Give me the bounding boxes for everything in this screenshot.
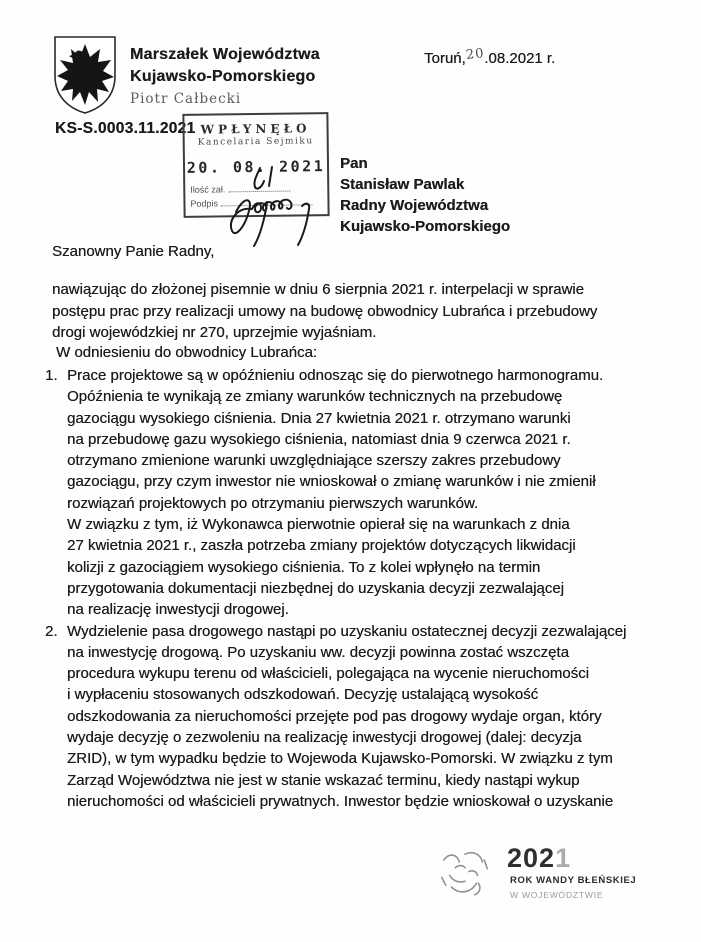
handwritten-day: 20	[464, 46, 485, 63]
stamp-attachments-field: Ilość zał.	[190, 181, 312, 196]
item-number: 2.	[45, 622, 58, 640]
place-label: Toruń,	[424, 50, 466, 67]
intro-paragraph: nawiązując do złożonej pisemnie w dniu 6 sierpnia 2021 r. interpelacji w sprawie postępu prac przy realizacji umowy na budowę obwodnicy Lubrańca i przebudowy drogi wojewódzkiej nr 270, uprzejmie wyjaśniam.	[52, 281, 598, 341]
footer-year	[507, 843, 571, 874]
footer-year-light: 1	[555, 843, 572, 873]
sender-title-line2: Kujawsko-Pomorskiego	[130, 68, 316, 85]
footer-sketch-icon	[436, 848, 494, 902]
list-item	[45, 365, 670, 621]
salutation: Szanowny Panie Radny,	[52, 243, 215, 260]
reference-number: KS-S.0003.11.2021	[55, 120, 196, 137]
footer-title: ROK WANDY BŁEŃSKIEJ	[510, 875, 637, 886]
item-text: Prace projektowe są w opóźnieniu odnosząc się do pierwotnego harmonogramu. Opóźnienia te wynikają ze zmiany warunków technicznych na przebudowę gazociągu wysokiego ciśnienia. Dnia 27 kwietnia 2021 r. otrzymano warunki na przebudowę gazu wysokiego ciśnienia, natomiast dnia 9 czerwca 2021 r. otrzymano zmienione warunki uwzględniające szerszy zakres przebudowy gazociągu, przy czym inwestor nie wnioskował o zmianę warunków i nie zmienił rozwiązań projektowych po otrzymaniu pierwszych warunków. W związku z tym, iż Wykonawca pierwotnie opierał się na warunkach z dnia 27 kwietnia 2021 r., zaszła potrzeba zmiany projektów dotyczących likwidacji kolizji z gazociągiem wysokiego ciśnienia. To z kolei wpłynęło na termin przygotowania dokumentacji niezbędnej do uzyskania decyzji zezwalającej na realizację inwestycji drogowej.	[67, 367, 604, 619]
numbered-list	[45, 365, 670, 812]
sender-title-line1: Marszałek Województwa	[130, 46, 320, 63]
stamp-office: Kancelaria Sejmiku	[197, 136, 314, 148]
recipient-block: Pan Stanisław Pawlak Radny Województwa Kujawsko-Pomorskiego	[340, 155, 511, 235]
dotted-line	[228, 183, 290, 193]
footer-subtitle: W WOJEWÓDZTWIE	[510, 890, 604, 900]
item-number: 1.	[45, 367, 58, 384]
footer-year-bold: 202	[507, 843, 556, 873]
place-date	[424, 46, 556, 67]
sender-name: Piotr Całbecki	[130, 91, 242, 107]
stamp-date: 20. 08. 2021	[186, 157, 326, 177]
date-rest: .08.2021 r.	[484, 50, 556, 67]
sender-block	[130, 44, 320, 110]
item-text: Wydzielenie pasa drogowego nastąpi po uzyskaniu ostatecznej decyzji zezwalającej na inwestycję drogową. Po uzyskaniu ww. decyzji powinna zostać wszczęta procedura wykupu terenu od właścicieli, polegająca na wycenie nieruchomości i wypłaceniu stosowanych odszkodowań. Decyzję ustalającą wysokość odszkodowania za nieruchomości przejęte pod pas drogowy wydaje organ, który wydaje decyzję o zezwoleniu na realizację inwestycji drogowej (dalej: decyzja ZRID), w tym wypadku będzie to Wojewoda Kujawsko-Pomorski. W związku z tym Zarząd Województwa nie jest w stanie wskazać terminu, kiedy nastąpi wykup nieruchomości od właścicieli prywatnych. Inwestor będzie wnioskował o uzyskanie	[67, 622, 627, 810]
list-item	[45, 621, 670, 813]
stamp-title: WPŁYNĘŁO	[200, 121, 311, 137]
dotted-line	[220, 196, 312, 206]
intake-stamp	[182, 112, 329, 218]
stamp-signature-field: Podpis	[190, 195, 312, 210]
section-heading: W odniesieniu do obwodnicy Lubrańca:	[56, 344, 317, 361]
coat-of-arms-icon	[52, 34, 118, 116]
